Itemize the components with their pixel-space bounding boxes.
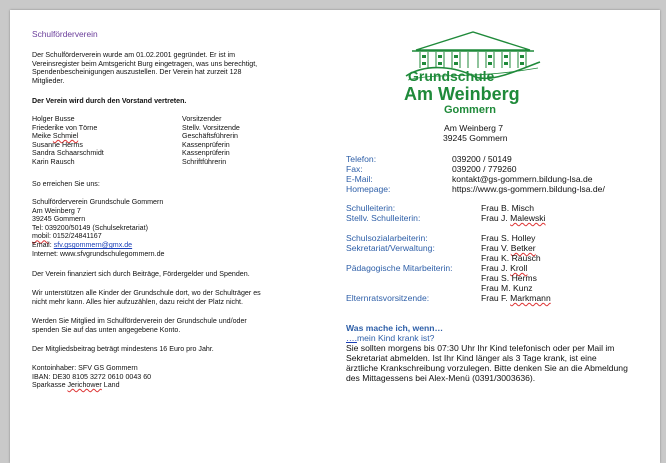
support-line-1: Wir unterstützen alle Kinder der Grundschule dort, wo der Schulträger es	[32, 289, 261, 297]
board-name: Holger Busse	[32, 115, 75, 123]
board-role: Kassenprüferin	[182, 140, 230, 149]
contact-label: Fax:	[346, 164, 363, 174]
staff-value-parents	[481, 293, 551, 303]
school-logo	[398, 22, 548, 118]
logo-line-2: Am Weinberg	[404, 84, 520, 104]
address-internet: Internet: www.sfvgrundschulegommern.de	[32, 249, 165, 258]
staff-label-head: Schulleiterin:	[346, 203, 396, 213]
bank-prefix: Sparkasse	[32, 381, 68, 390]
document-page	[10, 10, 660, 463]
intro-line-1: Der Schulförderverein wurde am 01.02.2001 gegründet. Er ist im	[32, 51, 236, 59]
mobil-label: mobil	[32, 232, 49, 241]
logo-line-1: Grundschule	[408, 68, 495, 84]
email-link[interactable]: sfv.gsgommern@gmx.de	[53, 241, 133, 249]
faq-body-line-2: Sekretariat abmelden. Ist Ihr Kind länger als 3 Tage krank, ist eine	[346, 353, 597, 363]
staff-value-pedagogic-1	[481, 263, 527, 273]
contact-label: E-Mail:	[346, 174, 373, 184]
bank-name-word: Jerichower	[67, 381, 102, 390]
misspelled-name: Schmiel	[52, 132, 79, 141]
board-role: Schriftführerin	[182, 158, 227, 166]
pedagogic-name: Kroll	[510, 263, 528, 273]
contact-value[interactable]: kontakt@gs-gommern.bildung-lsa.de	[452, 174, 593, 184]
board-heading: Der Verein wird durch den Vorstand vertreten.	[32, 97, 187, 105]
contact-value: 039200 / 50149	[452, 154, 512, 164]
address-email	[32, 241, 132, 250]
board-role: Geschäftsführerin	[182, 132, 238, 141]
contact-label: Telefon:	[346, 154, 377, 164]
fee-text: Der Mitgliedsbeitrag beträgt mindestens 16 Euro pro Jahr.	[32, 345, 214, 353]
board-name: Sandra Schaarschmidt	[32, 149, 104, 158]
faq-body-line-4: des Mittagessens bei Alex-Menü (0391/3003636).	[346, 373, 536, 383]
intro-line-3: Spendenbescheinigungen auszustellen. Der Verein hat zurzeit 128	[32, 68, 242, 77]
faq-body-line-3: ärztliche Krankschreibung vorzulegen. Bitte denken Sie an die Abmeldung	[346, 363, 628, 373]
board-role: Kassenprüferin	[182, 149, 230, 158]
staff-label-parents: Elternratsvorsitzende:	[346, 293, 430, 303]
contact-value[interactable]: https://www.gs-gommern.bildung-lsa.de/	[452, 184, 605, 194]
bank-iban: IBAN: DE30 8105 3272 0610 0043 60	[32, 372, 152, 381]
board-name: Susanne Herms	[32, 140, 83, 149]
staff-value-pedagogic-3: Frau M. Kunz	[481, 283, 533, 293]
address-mobil	[32, 232, 102, 241]
faq-body-line-1: Sie sollten morgens bis 07:30 Uhr Ihr Kind telefonisch oder per Mail im	[346, 343, 615, 353]
contact-label: Homepage:	[346, 184, 391, 194]
faq-heading: Was mache ich, wenn…	[346, 323, 444, 333]
intro-line-4: Mitglieder.	[32, 76, 65, 85]
reach-heading: So erreichen Sie uns:	[32, 180, 100, 188]
bank-name	[32, 381, 120, 390]
support-line-2: nicht mehr kann. Alles hier aufzuzählen, dazu reicht der Platz nicht.	[32, 297, 243, 306]
school-city: 39245 Gommern	[443, 133, 508, 143]
staff-label-social: Schulsozialarbeiterin:	[346, 233, 428, 243]
logo-line-3: Gommern	[444, 104, 496, 116]
email-label: Email:	[32, 241, 54, 249]
intro-line-2: Vereinsregister beim Amtsgericht Burg eingetragen, was uns berechtigt,	[32, 59, 258, 68]
bank-suffix: Land	[101, 381, 120, 390]
address-street: Am Weinberg 7	[32, 206, 81, 215]
board-name: Karin Rausch	[32, 158, 75, 166]
board-role: Stellv. Vorsitzende	[182, 123, 240, 132]
member-line-2: spenden Sie auf das unten angegebene Konto.	[32, 325, 181, 334]
deputy-prefix: Frau J.	[481, 213, 511, 223]
staff-value-pedagogic-2: Frau S. Herms	[481, 273, 537, 283]
member-line-1: Werden Sie Mitglied im Schulförderverein der Grundschule und/oder	[32, 317, 247, 325]
staff-value-social: Frau S. Holley	[481, 233, 536, 243]
section-title: Schulförderverein	[32, 29, 98, 39]
parents-name: Markmann	[510, 293, 551, 303]
faq-sub-text: mein Kind krank ist?	[356, 333, 435, 343]
secretary-name: Betker	[510, 243, 536, 253]
school-street: Am Weinberg 7	[444, 123, 504, 133]
mobil-number: : 0152/24841167	[48, 232, 102, 241]
staff-label-deputy: Stellv. Schulleiterin:	[346, 213, 421, 223]
address-org: Schulförderverein Grundschule Gommern	[32, 198, 164, 206]
faq-sub-dots: ….	[346, 333, 357, 343]
board-name: Friederike von Törne	[32, 123, 98, 132]
secretary-prefix: Frau V.	[481, 243, 511, 253]
staff-label-pedagogic: Pädagogische Mitarbeiterin:	[346, 263, 453, 273]
parents-prefix: Frau F.	[481, 293, 511, 303]
board-role: Vorsitzender	[182, 115, 222, 123]
staff-value-secretary-2: Frau K. Rausch	[481, 253, 541, 263]
staff-value-secretary-1	[481, 243, 536, 253]
contact-value: 039200 / 779260	[452, 164, 517, 174]
finance-text: Der Verein finanziert sich durch Beiträge, Fördergelder und Spenden.	[32, 270, 250, 278]
address-tel: Tel: 039200/50149 (Schulsekretariat)	[32, 223, 148, 232]
staff-value-head: Frau B. Misch	[481, 203, 535, 213]
bank-holder: Kontoinhaber: SFV GS Gommern	[32, 364, 138, 372]
staff-value-deputy	[481, 213, 545, 223]
board-name: Meike Schmiel	[32, 132, 79, 141]
address-city: 39245 Gommern	[32, 215, 86, 224]
faq-subheading	[346, 333, 434, 343]
pedagogic-prefix: Frau J.	[481, 263, 511, 273]
deputy-name: Malewski	[510, 213, 546, 223]
staff-label-secretary: Sekretariat/Verwaltung:	[346, 243, 435, 253]
